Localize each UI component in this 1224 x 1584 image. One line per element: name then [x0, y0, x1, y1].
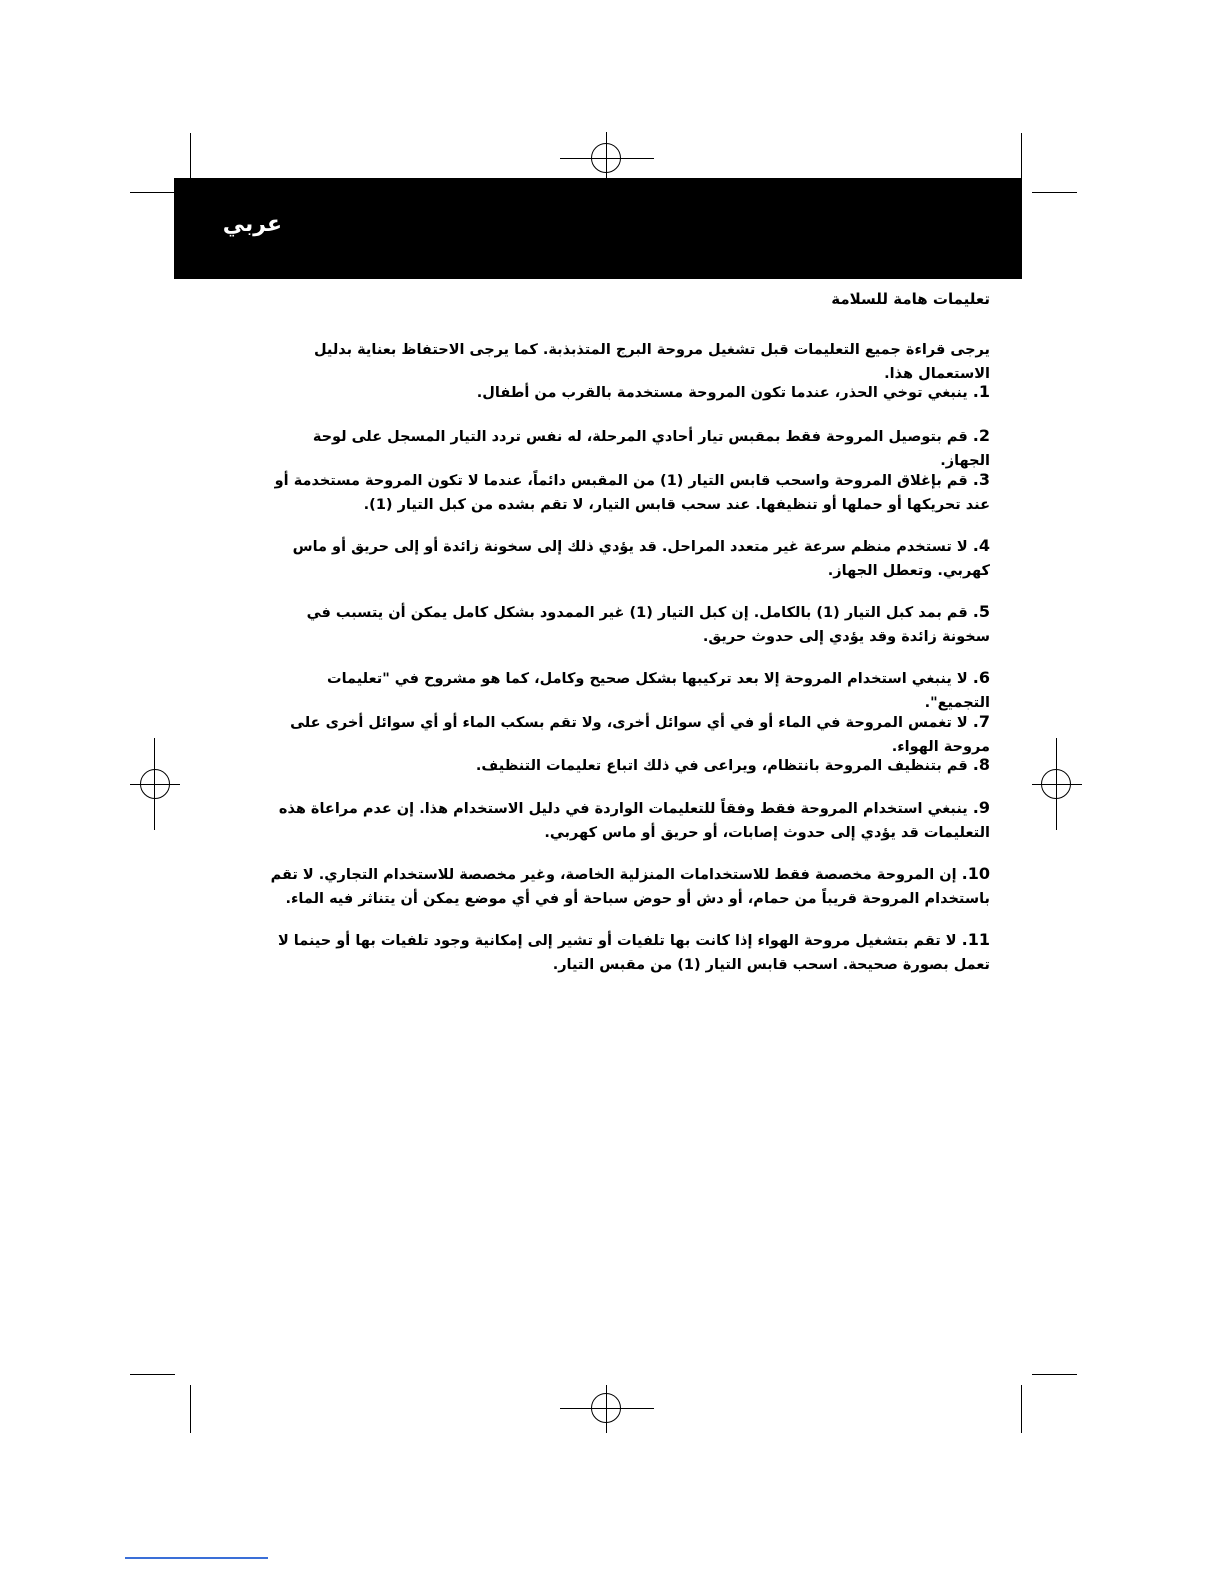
registration-mark-icon — [140, 769, 170, 799]
list-item — [262, 534, 990, 583]
crop-mark — [130, 192, 175, 193]
item-number: 2. — [972, 426, 990, 445]
item-text: لا ينبغي استخدام المروحة إلا بعد تركيبها بشكل صحيح وكامل، كما هو مشروح في "تعليمات التجميع". — [327, 671, 990, 711]
list-item — [262, 928, 990, 977]
item-number: 6. — [972, 668, 990, 687]
item-text: لا تقم بتشغيل مروحة الهواء إذا كانت بها تلفيات أو تشير إلى إمكانية وجود تلفيات بها أو حينما لا تعمل بصورة صحيحة. اسحب قابس التيار (1) من مقبس التيار. — [277, 933, 990, 973]
item-number: 10. — [961, 864, 990, 883]
list-item — [262, 666, 990, 715]
item-text: لا تغمس المروحة في الماء أو في أي سوائل أخرى، ولا تقم بسكب الماء أو أي سوائل أخرى على مروحة الهواء. — [290, 715, 990, 755]
item-text: ينبغي استخدام المروحة فقط وفقاً للتعليمات الواردة في دليل الاستخدام هذا. إن عدم مراعاة هذه التعليمات قد يؤدي إلى حدوث إصابات، أو حريق أو ماس كهربي. — [278, 801, 990, 841]
crop-mark — [130, 1374, 175, 1375]
crop-mark — [1021, 1385, 1022, 1433]
registration-mark-icon — [1041, 769, 1071, 799]
list-item — [262, 710, 990, 759]
item-text: ينبغي توخي الحذر، عندما تكون المروحة مستخدمة بالقرب من أطفال. — [476, 385, 968, 401]
list-item — [262, 796, 990, 845]
bottom-link-underline — [125, 1557, 268, 1559]
item-number: 8. — [972, 755, 990, 774]
item-text: إن المروحة مخصصة فقط للاستخدامات المنزلية الخاصة، وغير مخصصة للاستخدام التجاري. لا تقم باستخدام المروحة قريباً من حمام، أو دش أو حوض سباحة أو في أي موضع يمكن أن يتناثر فيه الماء. — [270, 867, 990, 907]
language-header-bar — [174, 178, 1022, 279]
list-item — [262, 600, 990, 649]
item-text: قم بإغلاق المروحة واسحب قابس التيار (1) من المقبس دائماً، عندما لا تكون المروحة مستخدمة أو عند تحريكها أو حملها أو تنظيفها. عند سحب قابس التيار، لا تقم بشده من كبل التيار (1). — [274, 473, 990, 513]
list-item — [262, 468, 990, 517]
list-item — [262, 753, 990, 778]
item-text: لا تستخدم منظم سرعة غير متعدد المراحل. قد يؤدي ذلك إلى سخونة زائدة أو إلى حريق أو ماس كهربي. وتعطل الجهاز. — [292, 539, 990, 579]
item-number: 11. — [961, 930, 990, 949]
item-number: 1. — [972, 382, 990, 401]
intro-paragraph: يرجى قراءة جميع التعليمات قبل تشغيل مروحة البرج المتذبذبة. كما يرجى الاحتفاظ بعناية بدليل الاستعمال هذا. — [313, 342, 990, 382]
crop-mark — [1032, 192, 1077, 193]
item-text: قم بتوصيل المروحة فقط بمقبس تيار أحادي المرحلة، له نفس تردد التيار المسجل على لوحة الجهاز. — [312, 429, 990, 469]
list-item — [262, 862, 990, 911]
language-label: عربي — [222, 212, 282, 237]
item-number: 3. — [972, 470, 990, 489]
crop-mark — [1032, 1374, 1077, 1375]
item-number: 9. — [972, 798, 990, 817]
section-title: تعليمات هامة للسلامة — [831, 290, 990, 308]
crop-mark — [190, 1385, 191, 1433]
registration-mark-icon — [591, 1393, 621, 1423]
item-number: 7. — [972, 712, 990, 731]
item-text: قم بمد كبل التيار (1) بالكامل. إن كبل التيار (1) غير الممدود بشكل كامل يمكن أن يتسبب في سخونة زائدة وقد يؤدي إلى حدوث حريق. — [306, 605, 990, 645]
item-text: قم بتنظيف المروحة بانتظام، ويراعى في ذلك اتباع تعليمات التنظيف. — [475, 758, 968, 774]
item-number: 4. — [972, 536, 990, 555]
list-item — [262, 424, 990, 473]
registration-mark-icon — [591, 143, 621, 173]
list-item — [262, 380, 990, 405]
item-number: 5. — [972, 602, 990, 621]
